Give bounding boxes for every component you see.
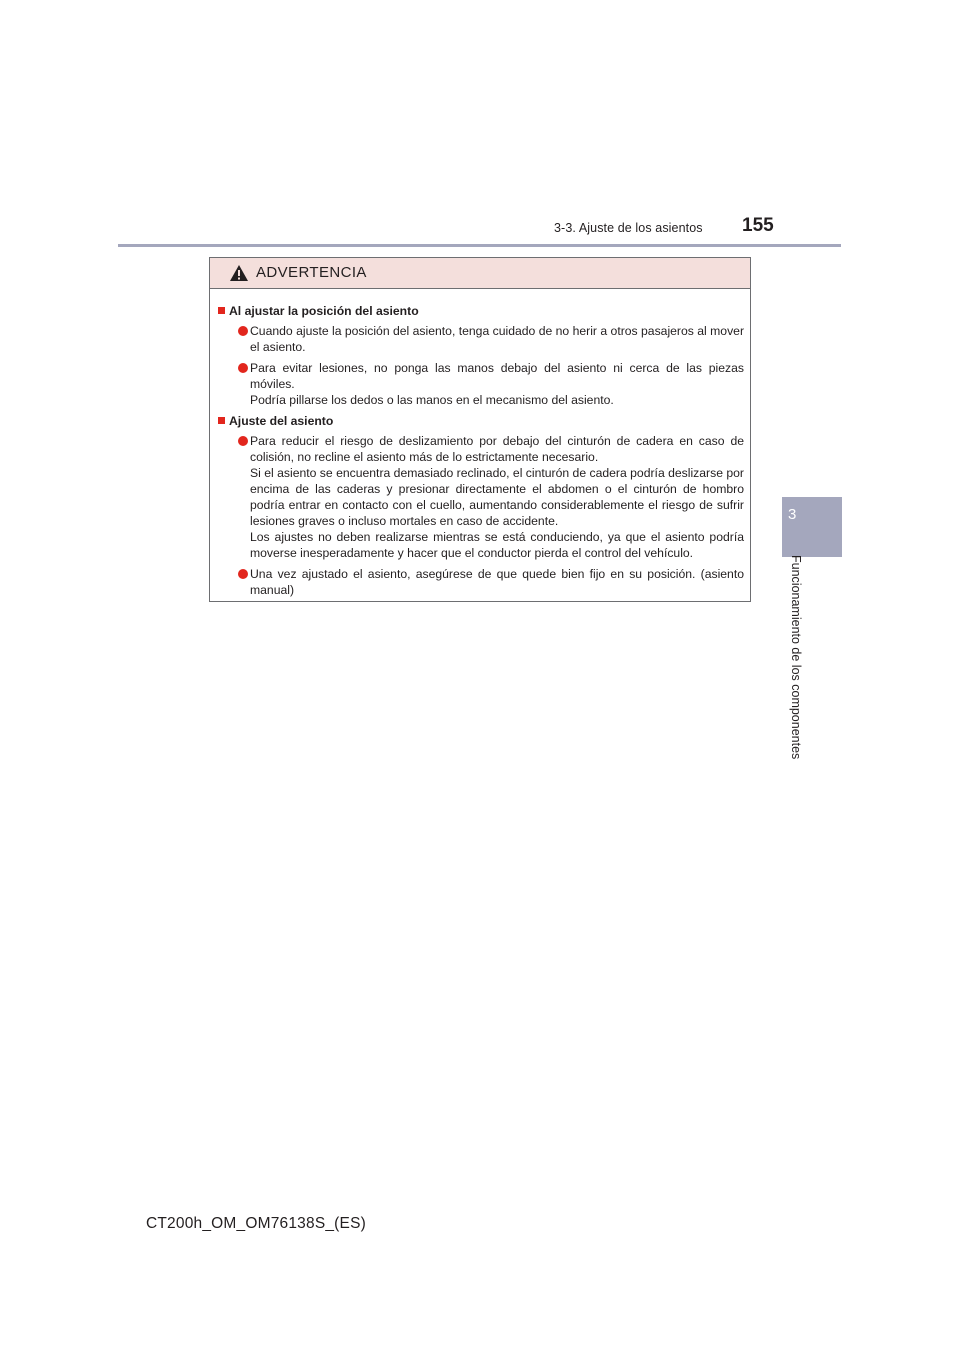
section-title: 3-3. Ajuste de los asientos bbox=[554, 221, 703, 235]
square-bullet-icon bbox=[218, 307, 225, 314]
list-item-text: Una vez ajustado el asiento, asegúrese de que quede bien fijo en su posición. (asiento manual) bbox=[250, 567, 744, 597]
circle-bullet-icon bbox=[238, 363, 248, 373]
list-item bbox=[218, 360, 744, 408]
section-heading-text: Ajuste del asiento bbox=[229, 414, 334, 428]
warning-triangle-icon bbox=[229, 264, 249, 282]
list-item bbox=[218, 433, 744, 561]
list-item bbox=[218, 566, 744, 598]
circle-bullet-icon bbox=[238, 569, 248, 579]
warning-title: ADVERTENCIA bbox=[256, 264, 367, 281]
circle-bullet-icon bbox=[238, 326, 248, 336]
list-item-text: Podría pillarse los dedos o las manos en el mecanismo del asiento. bbox=[250, 393, 614, 407]
warning-header bbox=[210, 258, 750, 289]
list-item-text: Para reducir el riesgo de deslizamiento por debajo del cinturón de cadera en caso de colisión, no recline el asiento más de lo estrictamente necesario. bbox=[250, 434, 744, 464]
chapter-number: 3 bbox=[788, 506, 797, 523]
square-bullet-icon bbox=[218, 417, 225, 424]
section-heading-text: Al ajustar la posición del asiento bbox=[229, 304, 419, 318]
warning-body bbox=[210, 289, 750, 598]
list-item bbox=[218, 323, 744, 355]
circle-bullet-icon bbox=[238, 436, 248, 446]
header-divider bbox=[118, 244, 841, 247]
document-code: CT200h_OM_OM76138S_(ES) bbox=[146, 1215, 366, 1232]
list-item-text: Cuando ajuste la posición del asiento, tenga cuidado de no herir a otros pasajeros al mover el asiento. bbox=[250, 324, 744, 354]
list-item-text: Para evitar lesiones, no ponga las manos debajo del asiento ni cerca de las piezas móviles. bbox=[250, 361, 744, 391]
section-heading bbox=[218, 413, 744, 429]
section-heading bbox=[218, 303, 744, 319]
list-item-text: Los ajustes no deben realizarse mientras se está conduciendo, ya que el asiento podría moverse inesperadamente y hacer que el conductor pierda el control del vehículo. bbox=[250, 530, 744, 560]
page-number: 155 bbox=[742, 215, 774, 236]
list-item-text: Si el asiento se encuentra demasiado reclinado, el cinturón de cadera podría deslizarse por encima de las caderas y presionar directamente el abdomen o el cinturón de hombro podría entrar en contacto con el cuello, aumentando considerablemente el riesgo de sufrir lesiones graves o incluso mortales en caso de accidente. bbox=[250, 466, 744, 528]
chapter-label: Funcionamiento de los componentes bbox=[789, 555, 803, 760]
warning-box bbox=[209, 257, 751, 602]
